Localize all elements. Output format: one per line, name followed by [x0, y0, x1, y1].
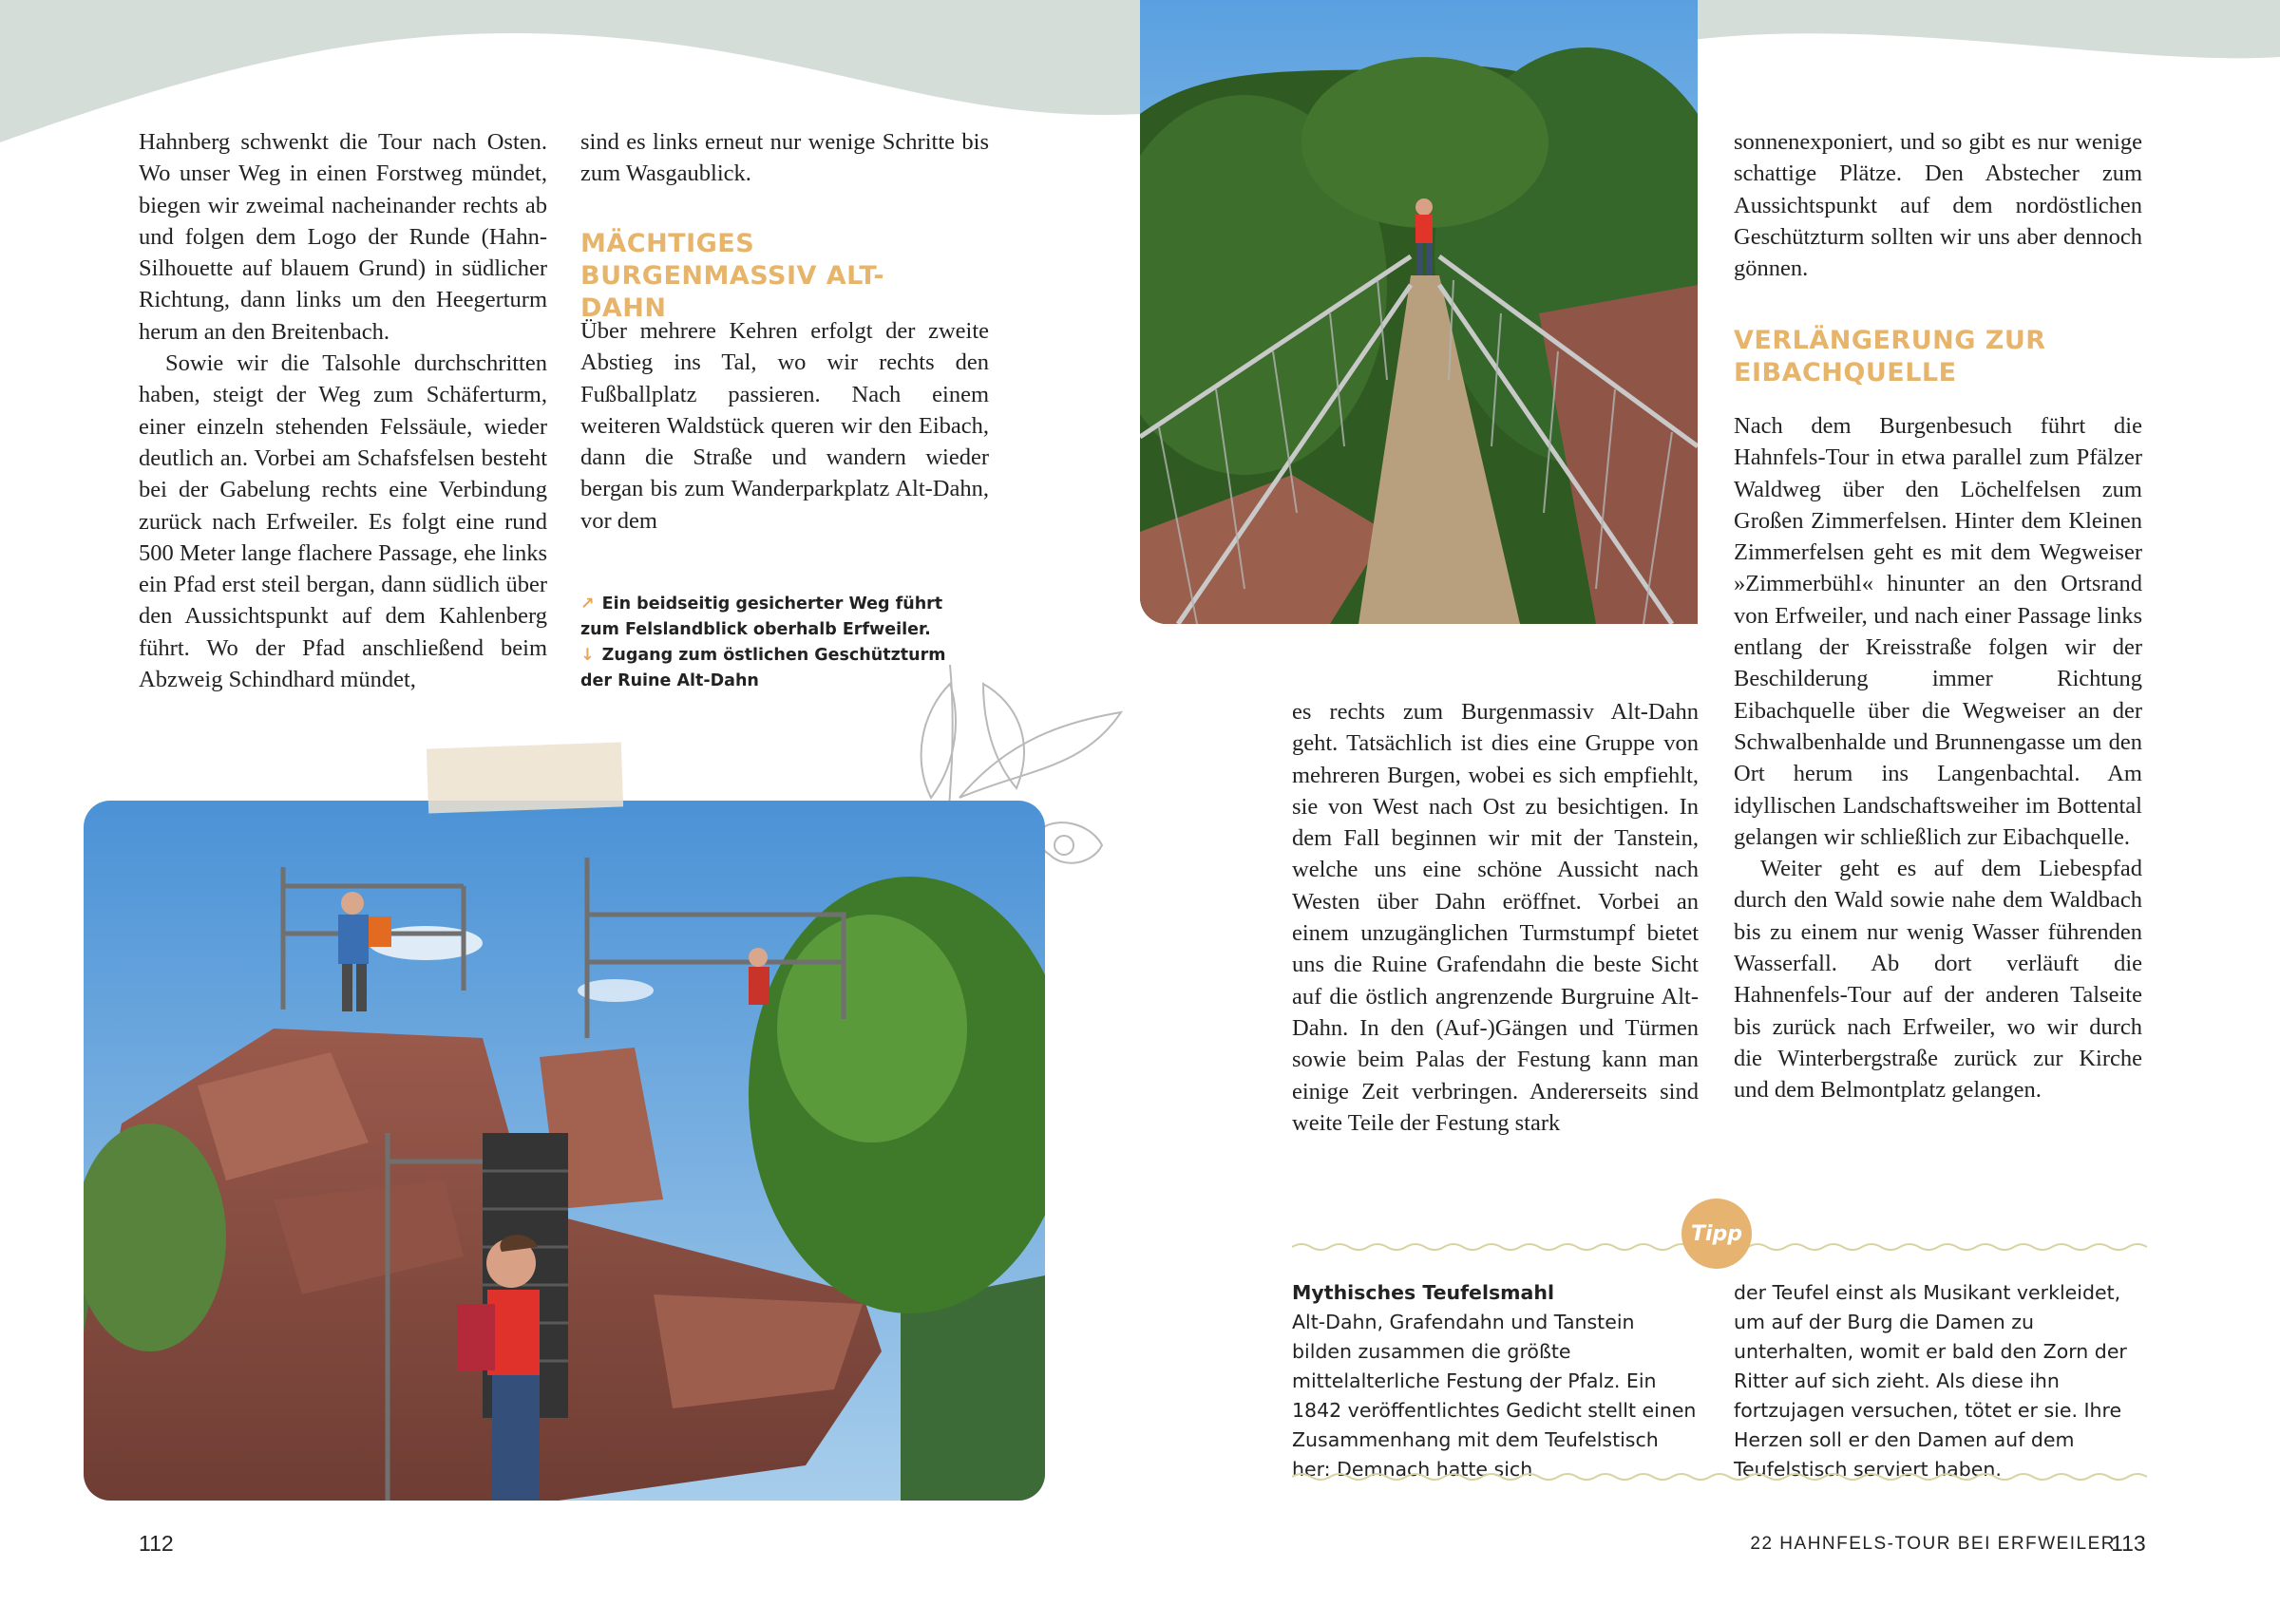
page-number: 112: [139, 1531, 174, 1556]
running-head: 22 HAHNFELS-TOUR BEI ERFWEILER: [1750, 1534, 2116, 1554]
caption-item: ↗ Ein beidseitig gesicherter Weg führt zum Felslandblick oberhalb Erfweiler.: [580, 595, 943, 639]
paragraph: es rechts zum Burgenmassiv Alt-Dahn geht. Tatsächlich ist dies eine Gruppe von mehreren Burgen, wobei es sich empfiehlt, sie von West nach Ost zu besichtigen. In dem Fall beginnen wir mit der Tanstein, welche uns eine schöne Aussicht nach Westen über Dahn eröffnet. Vorbei an einem unzugänglichen Turmstumpf bietet uns die Ruine Grafendahn die beste Sicht auf die östlich angrenzende Burgruine Alt-Dahn. In den (Auf-)Gängen und Türmen sowie beim Palas der Festung kann man einige Zeit verbringen. Andererseits sind weite Teile der Festung stark: [1292, 699, 1699, 1136]
tip-text: der Teufel einst als Musikant verkleidet, um auf der Burg die Damen zu unterhalten, womit er bald den Zorn der Ritter auf sich zieht. Als diese ihn fortzujagen versuchen, tötet er sie. Ihre Herzen soll er den Damen auf dem Teufelstisch serviert haben.: [1734, 1281, 2127, 1481]
right-column-2-body: [1734, 410, 2142, 1106]
paragraph: Weiter geht es auf dem Liebespfad durch den Wald sowie nahe dem Waldbach bis zu einem nur wenig Wasser führenden Wasserfall. Ab dort verläuft die Hahnenfels-Tour auf der anderen Talseite bis zurück nach Erfweiler, wo wir durch die Winterbergstraße zurück zur Kirche und dem Belmontplatz gelangen.: [1734, 856, 2142, 1104]
tip-text: Alt-Dahn, Grafendahn und Tanstein bilden zusammen die größte mittelalterliche Festung der Pfalz. Ein 1842 veröffentlichtes Gedicht stellt einen Zusammenhang mit dem Teufelstisch her: Demnach hatte sich: [1292, 1311, 1697, 1481]
photo-suspension-bridge: [1140, 0, 1698, 624]
left-column-1: [139, 126, 547, 695]
paragraph: Nach dem Burgenbesuch führt die Hahnfels-Tour in etwa parallel zum Pfälzer Waldweg über den Löchelfelsen zum Großen Zimmerfelsen. Hinter dem Kleinen Zimmerfelsen geht es mit dem Wegweiser »Zimmerbühl« hinunter an den Ortsrand von Erfweiler, und nach einer Passage links entlang der Kreisstraße folgen wir der Beschilderung immer Richtung Eibachquelle über die Wegweiser an der Schwalbenhalde und Brunnengasse um den Ort herum ins Langenbachtal. Am idyllischen Landschaftsweiher im Bottental gelangen wir schließlich zur Eibachquelle.: [1734, 413, 2142, 850]
right-column-1: [1292, 696, 1699, 1139]
section-heading: VERLÄNGERUNG ZUR EIBACHQUELLE: [1734, 326, 2046, 387]
tip-title: Mythisches Teufelsmahl: [1292, 1281, 1554, 1304]
page-number: 113: [2111, 1531, 2146, 1556]
adhesive-tape: [427, 742, 623, 813]
caption-item: ↓ Zugang zum östlichen Geschützturm der Ruine Alt-Dahn: [580, 646, 946, 690]
right-page: [1140, 0, 2280, 1624]
section-heading: MÄCHTIGES BURGENMASSIV ALT-DAHN: [580, 229, 885, 323]
tip-column-1: [1292, 1278, 1700, 1484]
arrow-down-icon: ↓: [580, 646, 595, 665]
tip-badge: Tipp: [1682, 1199, 1752, 1269]
photo-castle-staircase: [84, 801, 1045, 1501]
paragraph: sonnenexponiert, und so gibt es nur wenige schattige Plätze. Den Abstecher zum Aussichtspunkt auf dem nordöstlichen Geschützturm sollten wir uns aber dennoch gönnen.: [1734, 129, 2142, 282]
left-column-2: [580, 126, 989, 190]
paragraph: sind es links erneut nur wenige Schritte bis zum Wasgaublick.: [580, 129, 989, 187]
arrow-upright-icon: ↗: [580, 595, 595, 614]
right-column-2: [1734, 126, 2142, 284]
tip-divider-bottom: [1292, 1470, 2147, 1483]
paragraph: Sowie wir die Talsohle durchschritten haben, steigt der Weg zum Schäferturm, einer einzeln stehenden Felssäule, wieder deutlich an. Vorbei am Schafsfelsen besteht bei der Gabelung rechts eine Verbindung zurück nach Erfweiler. Es folgt eine rund 500 Meter lange flachere Passage, ehe links ein Pfad erst steil bergan, dann südlich über den Aussichtspunkt auf dem Kahlenberg führt. Wo der Pfad anschließend beim Abzweig Schindhard mündet,: [139, 350, 547, 693]
paragraph: Über mehrere Kehren erfolgt der zweite Abstieg ins Tal, wo wir rechts den Fußballplatz passieren. Nach einem weiteren Waldstück queren wir den Eibach, dann die Straße und wandern wieder bergan bis zum Wanderparkplatz Alt-Dahn, vor dem: [580, 318, 989, 534]
paragraph: Hahnberg schwenkt die Tour nach Osten. Wo unser Weg in einen Forstweg mündet, biegen wir zweimal nacheinander rechts ab und folgen dem Logo der Runde (Hahn-Silhouette auf blauem Grund) in südlicher Richtung, dann links um den Heegerturm herum an den Breitenbach.: [139, 129, 547, 345]
left-column-2-body: [580, 315, 989, 537]
tip-column-2: [1734, 1278, 2142, 1484]
